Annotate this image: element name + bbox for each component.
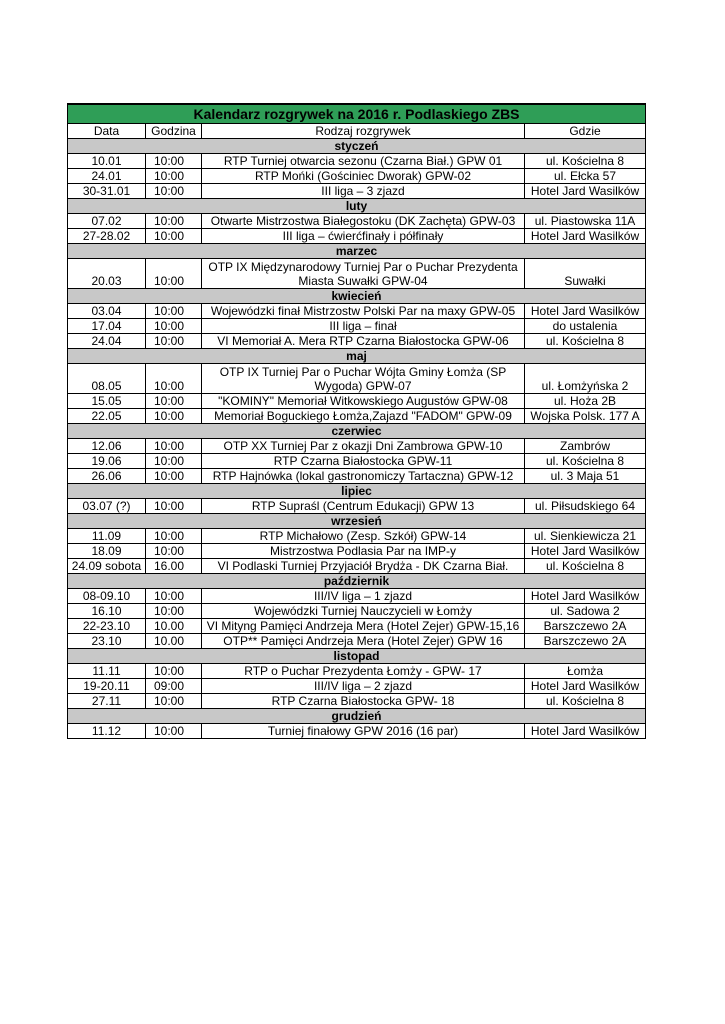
table-row [68,619,646,634]
event-date: 23.10 [68,634,146,649]
table-row [68,214,646,229]
event-hour: 10:00 [146,409,202,424]
table-row [68,394,646,409]
event-name: Mistrzostwa Podlasia Par na IMP-y [202,544,525,559]
event-name: Wojewódzki finał Mistrzostw Polski Par na maxy GPW-05 [202,304,525,319]
event-place: ul. Hoża 2B [525,394,646,409]
month-label: lipiec [68,484,646,499]
event-name: Turniej finałowy GPW 2016 (16 par) [202,724,525,739]
event-name: RTP Czarna Białostocka GPW-11 [202,454,525,469]
table-row [68,529,646,544]
event-hour: 10:00 [146,604,202,619]
event-name: RTP Hajnówka (lokal gastronomiczy Tartaczna) GPW-12 [202,469,525,484]
event-name: Wojewódzki Turniej Nauczycieli w Łomży [202,604,525,619]
event-date: 30-31.01 [68,184,146,199]
table-row [68,679,646,694]
table-row [68,634,646,649]
event-date: 24.01 [68,169,146,184]
event-date: 12.06 [68,439,146,454]
month-label: listopad [68,649,646,664]
event-name: III/IV liga – 2 zjazd [202,679,525,694]
month-row [68,649,646,664]
event-hour: 10:00 [146,439,202,454]
event-place: ul. Kościelna 8 [525,154,646,169]
event-place: ul. Kościelna 8 [525,454,646,469]
event-date: 11.12 [68,724,146,739]
event-name: OTP** Pamięci Andrzeja Mera (Hotel Zejer) GPW 16 [202,634,525,649]
month-row [68,199,646,214]
event-date: 11.09 [68,529,146,544]
month-row [68,709,646,724]
table-row [68,694,646,709]
event-name: RTP o Puchar Prezydenta Łomży - GPW- 17 [202,664,525,679]
event-place: Wojska Polsk. 177 A [525,409,646,424]
header-place: Gdzie [525,124,646,139]
event-name: RTP Michałowo (Zesp. Szkół) GPW-14 [202,529,525,544]
event-date: 19-20.11 [68,679,146,694]
event-hour: 10:00 [146,319,202,334]
header-row [68,124,646,139]
table-row [68,304,646,319]
event-place: ul. Ełcka 57 [525,169,646,184]
event-place: ul. Piastowska 11A [525,214,646,229]
event-hour: 10:00 [146,544,202,559]
table-row [68,544,646,559]
event-place: Hotel Jard Wasilków [525,304,646,319]
event-hour: 10:00 [146,529,202,544]
event-hour: 10:00 [146,184,202,199]
event-place: Barszczewo 2A [525,634,646,649]
event-place: ul. Sadowa 2 [525,604,646,619]
event-place: Hotel Jard Wasilków [525,544,646,559]
event-date: 11.11 [68,664,146,679]
event-hour: 10:00 [146,664,202,679]
month-row [68,244,646,259]
event-place: Łomża [525,664,646,679]
event-hour: 10:00 [146,589,202,604]
event-hour: 10:00 [146,364,202,394]
event-hour: 10:00 [146,259,202,289]
event-name: "KOMINY" Memoriał Witkowskiego Augustów GPW-08 [202,394,525,409]
table-row [68,184,646,199]
event-place: Hotel Jard Wasilków [525,679,646,694]
event-date: 10.01 [68,154,146,169]
table-row [68,154,646,169]
event-place: Hotel Jard Wasilków [525,229,646,244]
table-row [68,559,646,574]
table-row [68,589,646,604]
table-row [68,229,646,244]
event-place: do ustalenia [525,319,646,334]
event-date: 24.04 [68,334,146,349]
event-date: 07.02 [68,214,146,229]
event-date: 18.09 [68,544,146,559]
event-name: III liga – 3 zjazd [202,184,525,199]
month-row [68,424,646,439]
table-row [68,604,646,619]
event-hour: 10.00 [146,619,202,634]
event-hour: 10:00 [146,334,202,349]
event-place: ul. Kościelna 8 [525,694,646,709]
event-hour: 10:00 [146,214,202,229]
event-place: ul. 3 Maja 51 [525,469,646,484]
event-date: 08-09.10 [68,589,146,604]
event-date: 22-23.10 [68,619,146,634]
month-row [68,514,646,529]
event-name: RTP Mońki (Gościniec Dworak) GPW-02 [202,169,525,184]
event-name: VI Podlaski Turniej Przyjaciół Brydża - DK Czarna Biał. [202,559,525,574]
month-row [68,484,646,499]
event-date: 19.06 [68,454,146,469]
schedule-table [67,103,646,739]
event-hour: 10:00 [146,154,202,169]
schedule-title: Kalendarz rozgrywek na 2016 r. Podlaskiego ZBS [68,104,646,124]
month-row [68,139,646,154]
table-row [68,439,646,454]
event-hour: 10.00 [146,634,202,649]
event-hour: 10:00 [146,454,202,469]
table-row [68,469,646,484]
header-hour: Godzina [146,124,202,139]
event-date: 26.06 [68,469,146,484]
table-row [68,334,646,349]
table-row [68,499,646,514]
event-hour: 10:00 [146,694,202,709]
event-name: III liga – finał [202,319,525,334]
month-label: kwiecień [68,289,646,304]
event-name: VI Mityng Pamięci Andrzeja Mera (Hotel Zejer) GPW-15,16 [202,619,525,634]
event-name: RTP Supraśl (Centrum Edukacji) GPW 13 [202,499,525,514]
event-date: 17.04 [68,319,146,334]
event-date: 24.09 sobota [68,559,146,574]
event-place: Hotel Jard Wasilków [525,589,646,604]
event-name: RTP Turniej otwarcia sezonu (Czarna Biał.) GPW 01 [202,154,525,169]
event-place: Hotel Jard Wasilków [525,724,646,739]
event-place: ul. Piłsudskiego 64 [525,499,646,514]
event-name: OTP IX Międzynarodowy Turniej Par o Puchar Prezydenta Miasta Suwałki GPW-04 [202,259,525,289]
month-label: grudzień [68,709,646,724]
event-name: Memoriał Boguckiego Łomża,Zajazd "FADOM" GPW-09 [202,409,525,424]
event-place: ul. Łomżyńska 2 [525,364,646,394]
header-event: Rodzaj rozgrywek [202,124,525,139]
month-row [68,349,646,364]
event-date: 27-28.02 [68,229,146,244]
event-place: Barszczewo 2A [525,619,646,634]
event-hour: 16.00 [146,559,202,574]
month-row [68,574,646,589]
month-row [68,289,646,304]
table-row [68,724,646,739]
event-name: III/IV liga – 1 zjazd [202,589,525,604]
month-label: wrzesień [68,514,646,529]
event-name: Otwarte Mistrzostwa Białegostoku (DK Zachęta) GPW-03 [202,214,525,229]
event-date: 03.04 [68,304,146,319]
month-label: luty [68,199,646,214]
header-date: Data [68,124,146,139]
event-place: ul. Sienkiewicza 21 [525,529,646,544]
event-hour: 10:00 [146,229,202,244]
event-hour: 09:00 [146,679,202,694]
table-row [68,259,646,289]
title-row [68,104,646,124]
event-name: VI Memoriał A. Mera RTP Czarna Białostocka GPW-06 [202,334,525,349]
month-label: czerwiec [68,424,646,439]
event-name: OTP XX Turniej Par z okazji Dni Zambrowa GPW-10 [202,439,525,454]
event-name: III liga – ćwierćfinały i półfinały [202,229,525,244]
event-hour: 10:00 [146,169,202,184]
month-label: marzec [68,244,646,259]
table-row [68,364,646,394]
table-row [68,319,646,334]
event-place: ul. Kościelna 8 [525,334,646,349]
event-date: 16.10 [68,604,146,619]
event-hour: 10:00 [146,469,202,484]
table-row [68,169,646,184]
table-row [68,664,646,679]
event-hour: 10:00 [146,499,202,514]
event-date: 20.03 [68,259,146,289]
event-name: OTP IX Turniej Par o Puchar Wójta Gminy Łomża (SP Wygoda) GPW-07 [202,364,525,394]
event-place: ul. Kościelna 8 [525,559,646,574]
month-label: styczeń [68,139,646,154]
month-label: październik [68,574,646,589]
event-date: 27.11 [68,694,146,709]
table-row [68,409,646,424]
event-name: RTP Czarna Białostocka GPW- 18 [202,694,525,709]
event-date: 08.05 [68,364,146,394]
event-place: Zambrów [525,439,646,454]
event-place: Suwałki [525,259,646,289]
event-place: Hotel Jard Wasilków [525,184,646,199]
event-hour: 10:00 [146,724,202,739]
month-label: maj [68,349,646,364]
event-date: 15.05 [68,394,146,409]
event-hour: 10:00 [146,304,202,319]
table-row [68,454,646,469]
event-hour: 10:00 [146,394,202,409]
event-date: 03.07 (?) [68,499,146,514]
event-date: 22.05 [68,409,146,424]
